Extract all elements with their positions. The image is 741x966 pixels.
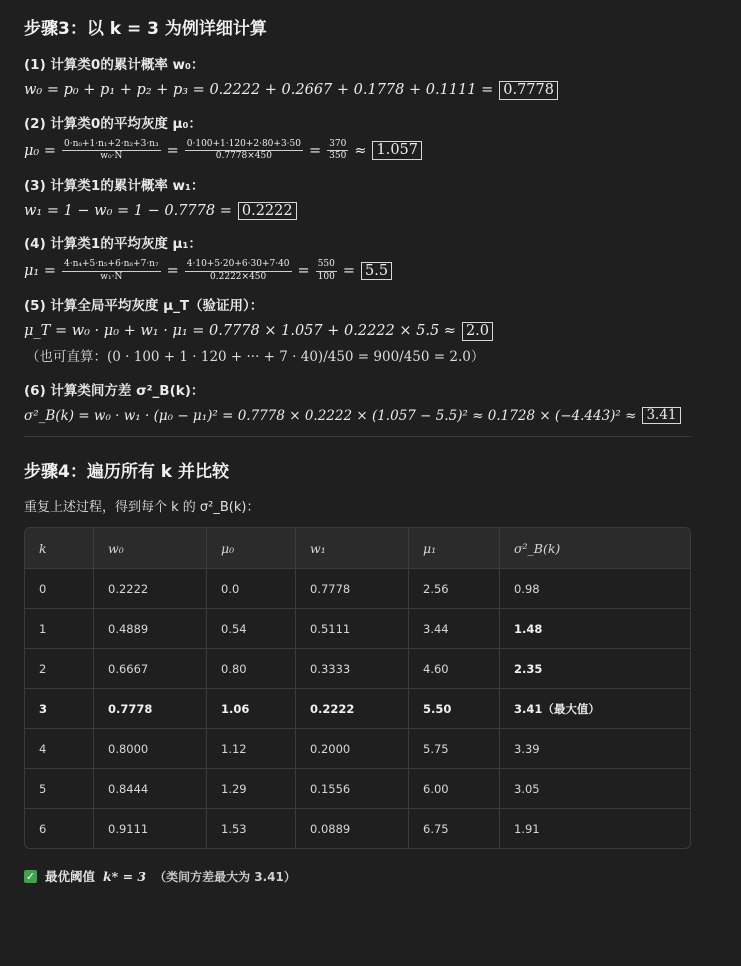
cell-w1: 0.2000 <box>296 728 409 768</box>
col-header-k: k <box>25 528 94 568</box>
item6-equation <box>24 407 717 425</box>
table-row-highlight <box>25 688 690 728</box>
col-header-mu1: μ₁ <box>409 528 500 568</box>
col-header-w0: w₀ <box>94 528 207 568</box>
cell-mu0: 1.53 <box>207 808 296 848</box>
item2-frac2-den: 0.7778×450 <box>215 151 272 162</box>
step4-title: 步骤4：遍历所有 k 并比较 <box>24 462 229 483</box>
cell-k: 1 <box>25 608 94 648</box>
conclusion-value: k* = 3 <box>103 868 147 884</box>
table-row <box>25 728 690 768</box>
cell-w0: 0.4889 <box>94 608 207 648</box>
item2-frac3-den: 350 <box>329 151 347 162</box>
cell-w1: 0.2222 <box>296 688 409 728</box>
item6-result-box: 3.41 <box>642 407 680 425</box>
item2-result-box: 1.057 <box>372 141 422 160</box>
item4-frac3-num: 550 <box>316 260 337 271</box>
table-row <box>25 808 690 848</box>
item2-heading: (2) 计算类0的平均灰度 μ₀： <box>24 115 202 132</box>
item2-frac1-den: w₀·N <box>100 151 123 162</box>
cell-sigma: 0.98 <box>500 568 690 608</box>
item4-result-box: 5.5 <box>361 262 392 281</box>
item1-heading: (1) 计算类0的累计概率 w₀： <box>24 57 205 73</box>
item2-eq-sign-1: = <box>166 142 179 159</box>
cell-k: 6 <box>25 808 94 848</box>
cell-mu1: 6.75 <box>409 808 500 848</box>
conclusion-label: 最优阈值 <box>45 869 96 885</box>
item4-equation <box>24 260 717 282</box>
cell-mu1: 2.56 <box>409 568 500 608</box>
item5-equation <box>24 322 717 341</box>
conclusion-line <box>24 867 717 885</box>
item1-equation <box>24 81 717 100</box>
cell-k: 4 <box>25 728 94 768</box>
cell-w0: 0.8444 <box>94 768 207 808</box>
cell-w1: 0.0889 <box>296 808 409 848</box>
cell-w0: 0.8000 <box>94 728 207 768</box>
item4-frac3-den: 100 <box>317 271 335 282</box>
cell-mu0: 0.54 <box>207 608 296 648</box>
item2-fraction-1 <box>62 140 161 162</box>
item2-eq-prefix: μ₀ = <box>24 142 56 159</box>
table-row <box>25 568 690 608</box>
item4-fraction-1 <box>62 260 161 282</box>
item2-frac1-num: 0·n₀+1·n₁+2·n₂+3·n₃ <box>62 140 161 151</box>
cell-k: 0 <box>25 568 94 608</box>
cell-mu0: 1.12 <box>207 728 296 768</box>
item5-eq-lhs: μ_T = w₀ · μ₀ + w₁ · μ₁ = 0.7778 × 1.057 + 0.2222 × 5.5 ≈ <box>24 323 456 340</box>
cell-mu0: 1.06 <box>207 688 296 728</box>
cell-mu0: 0.0 <box>207 568 296 608</box>
item2-eq-sign-2: = <box>308 142 322 159</box>
col-header-w1: w₁ <box>296 528 409 568</box>
item3-result-box: 0.2222 <box>238 202 297 221</box>
item3-heading: (3) 计算类1的累计概率 w₁： <box>24 177 205 194</box>
item4-eq-sign-2: = <box>297 263 310 280</box>
cell-sigma: 1.48 <box>500 608 690 648</box>
item6-eq-lhs: σ²_B(k) = w₀ · w₁ · (μ₀ − μ₁)² = 0.7778 × 0.2222 × (1.057 − 5.5)² ≈ 0.1728 × (−4.443)² ≈ <box>24 407 637 424</box>
cell-sigma: 3.39 <box>500 728 690 768</box>
cell-k: 5 <box>25 768 94 808</box>
item3-eq-lhs: w₁ = 1 − w₀ = 1 − 0.7778 = <box>24 202 232 219</box>
item1-result-box: 0.7778 <box>499 81 558 100</box>
cell-mu1: 6.00 <box>409 768 500 808</box>
item2-fraction-3 <box>327 140 348 162</box>
cell-mu0: 1.29 <box>207 768 296 808</box>
item2-equation <box>24 140 717 162</box>
conclusion-note: （类间方差最大为 3.41） <box>154 869 296 884</box>
item2-frac2-num: 0·100+1·120+2·80+3·50 <box>185 140 303 151</box>
step4-intro: 重复上述过程，得到每个 k 的 σ²_B(k)： <box>24 500 260 516</box>
cell-sigma: 3.41（最大值） <box>500 688 690 728</box>
cell-w1: 0.7778 <box>296 568 409 608</box>
item4-frac1-den: w₁·N <box>100 271 123 282</box>
item2-fraction-2 <box>185 140 303 162</box>
cell-w1: 0.5111 <box>296 608 409 648</box>
item4-heading: (4) 计算类1的平均灰度 μ₁： <box>24 236 202 253</box>
item4-frac1-num: 4·n₄+5·n₅+6·n₆+7·n₇ <box>62 260 161 271</box>
step3-title: 步骤3：以 k = 3 为例详细计算 <box>24 19 267 39</box>
item2-frac3-num: 370 <box>327 140 348 151</box>
cell-w1: 0.3333 <box>296 648 409 688</box>
section-divider <box>24 436 691 437</box>
item5-result-box: 2.0 <box>462 322 493 341</box>
cell-sigma: 3.05 <box>500 768 690 808</box>
cell-w0: 0.2222 <box>94 568 207 608</box>
item4-frac2-den: 0.2222×450 <box>210 271 267 282</box>
cell-w1: 0.1556 <box>296 768 409 808</box>
cell-sigma: 1.91 <box>500 808 690 848</box>
cell-mu0: 0.80 <box>207 648 296 688</box>
item4-fraction-2 <box>185 260 292 282</box>
cell-mu1: 4.60 <box>409 648 500 688</box>
item1-eq-lhs: w₀ = p₀ + p₁ + p₂ + p₃ = 0.2222 + 0.2667 + 0.1778 + 0.1111 = <box>24 82 494 99</box>
item6-heading: (6) 计算类间方差 σ²_B(k)： <box>24 382 205 399</box>
item4-fraction-3 <box>316 260 337 282</box>
table-row <box>25 608 690 648</box>
item4-frac2-num: 4·10+5·20+6·30+7·40 <box>185 260 292 271</box>
cell-w0: 0.9111 <box>94 808 207 848</box>
item4-eq-sign-1: = <box>166 263 179 280</box>
item5-heading: (5) 计算全局平均灰度 μ_T（验证用）： <box>24 298 264 315</box>
cell-mu1: 5.50 <box>409 688 500 728</box>
results-table <box>24 527 691 849</box>
cell-w0: 0.6667 <box>94 648 207 688</box>
cell-k: 3 <box>25 688 94 728</box>
table-row <box>25 768 690 808</box>
item4-eq-sign-3: = <box>342 263 356 280</box>
cell-mu1: 3.44 <box>409 608 500 648</box>
cell-w0: 0.7778 <box>94 688 207 728</box>
col-header-sigma: σ²_B(k) <box>500 528 690 568</box>
col-header-mu0: μ₀ <box>207 528 296 568</box>
cell-mu1: 5.75 <box>409 728 500 768</box>
cell-sigma: 2.35 <box>500 648 690 688</box>
item5-note: （也可直算：(0 · 100 + 1 · 120 + ··· + 7 · 40)/450 = 900/450 = 2.0） <box>26 348 485 365</box>
cell-k: 2 <box>25 648 94 688</box>
item3-equation <box>24 202 717 221</box>
table-header-row <box>25 528 690 568</box>
table-row <box>25 648 690 688</box>
checkmark-icon: ✓ <box>25 869 36 883</box>
item4-eq-prefix: μ₁ = <box>24 263 56 280</box>
item2-approx-sign: ≈ <box>354 142 367 159</box>
